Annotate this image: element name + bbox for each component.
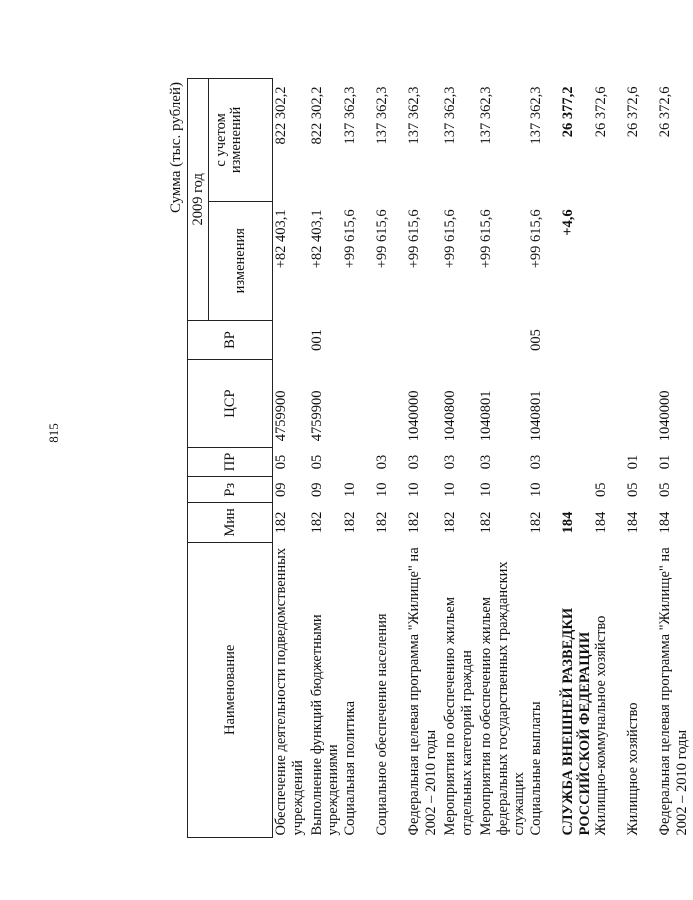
table-row — [309, 79, 342, 838]
row-min-cell: 184 — [559, 511, 576, 534]
budget-table — [187, 78, 693, 838]
row-total-cell: 26 372,6 — [625, 86, 642, 138]
row-vr-cell — [478, 320, 528, 360]
row-change-cell: +99 615,6 — [373, 209, 390, 269]
header-min: Мин — [188, 503, 273, 542]
table-row — [406, 79, 442, 838]
row-change-cell — [657, 201, 693, 320]
row-rz-cell: 10 — [341, 482, 358, 498]
budget-table-container — [168, 78, 690, 838]
sum-caption: Сумма (тыс. рублей) — [168, 82, 184, 214]
row-pr-cell: 03 — [373, 454, 390, 470]
row-min-cell: 182 — [373, 511, 390, 534]
row-csr-cell: 1040000 — [657, 390, 674, 442]
row-change-cell: +99 615,6 — [341, 209, 358, 269]
row-csr-cell: 4759900 — [308, 390, 325, 442]
row-name-cell: Жилищное хозяйство — [625, 702, 642, 836]
row-rz-cell: 09 — [308, 482, 325, 498]
row-name-cell: Жилищно-коммунальное хозяйство — [593, 615, 610, 836]
row-total-cell: 137 362,3 — [441, 86, 458, 145]
row-pr-cell: 03 — [405, 454, 422, 470]
row-pr-cell: 03 — [527, 454, 544, 470]
row-min-cell: 184 — [593, 511, 610, 534]
header-year: 2009 год — [188, 79, 209, 321]
row-rz-cell: 10 — [441, 482, 458, 498]
row-name-cell: СЛУЖБА ВНЕШНЕЙ РАЗВЕДКИ РОССИЙСКОЙ ФЕДЕРАЦИИ — [559, 607, 593, 836]
table-row — [528, 79, 560, 838]
row-rz-cell — [560, 477, 593, 503]
row-vr-cell — [273, 320, 309, 360]
row-csr-cell — [625, 360, 657, 447]
header-vr: ВР — [188, 320, 273, 360]
row-pr-cell — [342, 447, 374, 477]
row-min-cell: 184 — [625, 511, 642, 534]
header-with-change: с учетом изменений — [209, 79, 273, 202]
row-min-cell: 182 — [308, 511, 325, 534]
row-rz-cell: 05 — [625, 482, 642, 498]
row-change-cell — [593, 201, 625, 320]
page-number: 815 — [46, 423, 61, 443]
row-change-cell — [625, 201, 657, 320]
row-min-cell: 182 — [527, 511, 544, 534]
row-name-cell: Мероприятия по обеспечению жильем отдельных категорий граждан — [441, 596, 475, 836]
header-name: Наименование — [188, 542, 273, 837]
row-vr-cell: 001 — [308, 329, 325, 351]
row-vr-cell — [406, 320, 442, 360]
row-min-cell: 182 — [273, 511, 289, 534]
row-total-cell: 137 362,3 — [405, 86, 422, 145]
row-pr-cell — [560, 447, 593, 477]
row-csr-cell: 1040801 — [527, 390, 544, 442]
row-pr-cell: 01 — [625, 454, 642, 470]
header-csr: ЦСР — [188, 360, 273, 447]
row-vr-cell: 005 — [527, 329, 544, 351]
row-csr-cell — [342, 360, 374, 447]
table-row — [374, 79, 406, 838]
row-rz-cell: 10 — [373, 482, 390, 498]
row-total-cell: 822 302,2 — [273, 86, 289, 145]
row-name-cell: Мероприятия по обеспечению жильем федеральных государственных гражданских служащих — [477, 561, 528, 836]
row-vr-cell — [593, 320, 625, 360]
row-vr-cell — [560, 320, 593, 360]
table-row — [478, 79, 528, 838]
row-change-cell: +99 615,6 — [527, 209, 544, 269]
row-name-cell: Федеральная целевая программа "Жилище" на 2002 – 2010 годы — [657, 547, 690, 836]
table-row — [342, 79, 374, 838]
row-total-cell: 26 372,6 — [593, 86, 610, 138]
table-row — [625, 79, 657, 838]
header-rz: Рз — [188, 477, 273, 503]
row-rz-cell: 05 — [657, 482, 674, 498]
row-pr-cell: 03 — [441, 454, 458, 470]
table-row — [657, 79, 693, 838]
row-total-cell: 137 362,3 — [527, 86, 544, 145]
row-csr-cell: 4759900 — [273, 390, 289, 442]
row-vr-cell — [657, 320, 693, 360]
row-csr-cell: 1040000 — [405, 390, 422, 442]
table-row — [560, 79, 593, 838]
table-row — [442, 79, 478, 838]
row-name-cell: Выполнение функций бюджетными учреждениями — [308, 614, 342, 836]
row-vr-cell — [374, 320, 406, 360]
row-min-cell: 182 — [441, 511, 458, 534]
row-change-cell: +82 403,1 — [273, 209, 289, 269]
row-csr-cell — [374, 360, 406, 447]
row-name-cell: Социальная политика — [341, 700, 358, 836]
row-pr-cell: 03 — [477, 454, 494, 470]
row-total-cell: 822 302,2 — [308, 86, 325, 145]
row-csr-cell — [593, 360, 625, 447]
row-rz-cell: 10 — [527, 482, 544, 498]
row-total-cell: 137 362,3 — [477, 86, 494, 145]
row-min-cell: 182 — [477, 511, 494, 534]
row-vr-cell — [342, 320, 374, 360]
row-name-cell: Федеральная целевая программа "Жилище" на 2002 – 2010 годы — [405, 547, 439, 836]
table-body — [273, 79, 693, 838]
row-change-cell: +4,6 — [559, 209, 576, 236]
row-rz-cell: 09 — [273, 482, 289, 498]
table-row — [273, 79, 309, 838]
row-vr-cell — [625, 320, 657, 360]
table-row — [593, 79, 625, 838]
row-change-cell: +99 615,6 — [405, 209, 422, 269]
row-csr-cell: 1040800 — [441, 390, 458, 442]
row-total-cell: 26 377,2 — [559, 86, 576, 138]
row-min-cell: 184 — [657, 511, 674, 534]
row-vr-cell — [442, 320, 478, 360]
row-total-cell: 26 372,6 — [657, 86, 674, 138]
row-rz-cell: 05 — [593, 482, 610, 498]
row-change-cell: +99 615,6 — [441, 209, 458, 269]
row-change-cell: +82 403,1 — [308, 209, 325, 269]
row-total-cell: 137 362,3 — [373, 86, 390, 145]
row-csr-cell — [560, 360, 593, 447]
row-name-cell: Социальные выплаты — [527, 701, 544, 836]
row-name-cell: Социальное обеспечение населения — [373, 613, 390, 836]
row-min-cell: 182 — [341, 511, 358, 534]
header-change: изменения — [209, 201, 273, 320]
row-pr-cell: 05 — [273, 454, 289, 470]
row-name-cell: Обеспечение деятельности подведомственных учреждений — [273, 547, 306, 836]
row-pr-cell: 05 — [308, 454, 325, 470]
row-change-cell: +99 615,6 — [477, 209, 494, 269]
row-min-cell: 182 — [405, 511, 422, 534]
header-pr: ПР — [188, 447, 273, 477]
row-pr-cell: 01 — [657, 454, 674, 470]
row-rz-cell: 10 — [477, 482, 494, 498]
row-total-cell: 137 362,3 — [341, 86, 358, 145]
row-csr-cell: 1040801 — [477, 390, 494, 442]
row-rz-cell: 10 — [405, 482, 422, 498]
row-pr-cell — [593, 447, 625, 477]
